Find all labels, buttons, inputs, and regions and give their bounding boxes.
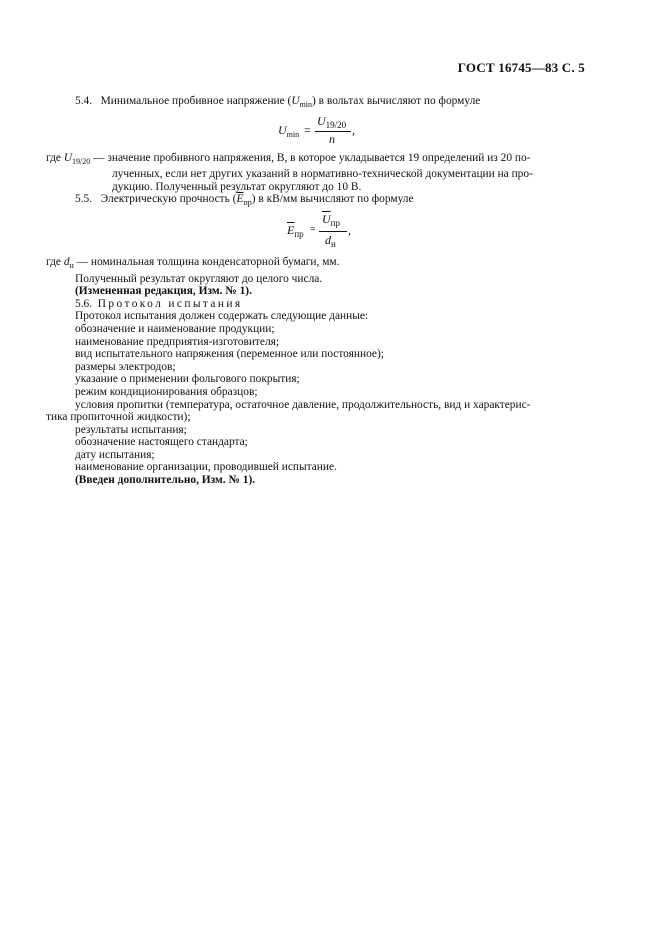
symbol-u: U	[63, 151, 73, 164]
symbol-subscript: н	[69, 260, 74, 270]
formula-epr	[46, 210, 588, 256]
list-item-line1: условия пропитки (температура, остаточное давление, продолжительность, вид и характерис-	[75, 398, 531, 411]
clause-title: Протокол испытания	[97, 297, 243, 310]
list-item: указание о применении фольгового покрытия;	[75, 373, 300, 386]
symbol-subscript: пр	[243, 198, 252, 208]
formula-denominator-sub: н	[331, 238, 336, 249]
formula-denominator: n	[329, 131, 335, 146]
clause-number: 5.4.	[75, 95, 93, 107]
list-item: результаты испытания;	[75, 423, 187, 436]
symbol-subscript: 19/20	[72, 156, 91, 166]
list-item: обозначение и наименование продукции;	[75, 322, 275, 335]
symbol-subscript: min	[299, 100, 313, 109]
amendment-note-added: (Введен дополнительно, Изм. № 1).	[75, 474, 256, 487]
where-text: — номинальная толщина конденсаторной бумаги, мм.	[73, 255, 340, 268]
list-item: вид испытательного напряжения (переменное или постоянное);	[75, 348, 384, 361]
formula-lhs-sub: min	[286, 129, 300, 139]
formula-lhs: U	[278, 122, 287, 137]
page-header: ГОСТ 16745—83 С. 5	[457, 60, 585, 75]
symbol-d: d	[63, 255, 70, 268]
clause-text: Минимальное пробивное напряжение (	[100, 95, 292, 107]
formula-comma: ,	[348, 222, 351, 237]
clause-5-5	[46, 193, 588, 210]
where-label: где	[46, 151, 64, 164]
symbol-e: $\overline{E}$	[236, 193, 244, 206]
formula-numerator: U	[317, 113, 326, 128]
formula-lhs: $\overline{E}$	[287, 222, 295, 237]
clause-text-end: ) в кВ/мм вычисляют по формуле	[251, 193, 414, 206]
clause-5-6	[46, 298, 588, 311]
where-text-line3: дукцию. Полученный результат округляют до 10 В.	[112, 180, 362, 193]
formula-numerator-sub: пр	[330, 217, 340, 228]
list-item: наименование предприятия-изготовителя;	[75, 335, 280, 348]
formula-lhs-sub: пр	[294, 228, 304, 239]
clause-number: 5.5.	[75, 193, 93, 206]
formula-numerator: $\overline{U}$	[322, 211, 331, 226]
list-item: дату испытания;	[75, 448, 155, 461]
list-item-impregnation	[46, 399, 588, 424]
list-item: режим кондиционирования образцов;	[75, 385, 258, 398]
formula-equals: =	[304, 122, 311, 137]
rounding-text: Полученный результат округляют до целого числа.	[75, 272, 323, 285]
protocol-intro: Протокол испытания должен содержать следующие данные:	[75, 310, 369, 323]
where-u-19-20	[46, 152, 588, 194]
formula-equals: =	[310, 223, 316, 235]
where-label: где	[46, 255, 64, 268]
clause-text-end: ) в вольтах вычисляют по формуле	[312, 95, 481, 107]
where-text-line2: лученных, если нет других указаний в нормативно-технической документации на про-	[112, 168, 533, 181]
list-item-line2: тика пропиточной жидкости);	[46, 411, 191, 424]
document-body	[46, 95, 588, 487]
where-d-n	[46, 256, 588, 273]
formula-numerator-sub: 19/20	[325, 119, 347, 130]
symbol-u: U	[291, 95, 300, 107]
formula-umin	[46, 112, 588, 152]
list-item: наименование организации, проводившей испытание.	[75, 461, 337, 474]
list-item: размеры электродов;	[75, 360, 176, 373]
clause-5-4	[46, 95, 588, 112]
clause-text: Электрическую прочность (	[100, 193, 237, 206]
formula-denominator: d	[325, 232, 331, 247]
fraction-bar	[319, 231, 347, 232]
where-text-line1: — значение пробивного напряжения, В, в которое укладывается 19 определений из 20 по-	[90, 151, 531, 164]
formula-comma: ,	[352, 122, 355, 137]
clause-number: 5.6.	[75, 297, 93, 310]
amendment-note: (Измененная редакция, Изм. № 1).	[75, 285, 252, 298]
list-item: обозначение настоящего стандарта;	[75, 436, 248, 449]
